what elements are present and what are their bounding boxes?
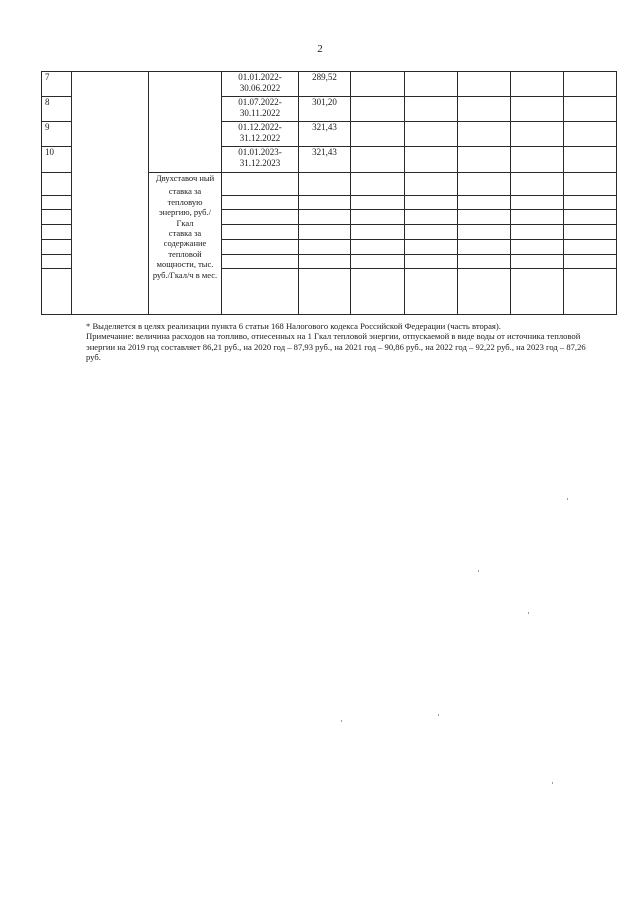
- merged-cell: [149, 72, 222, 173]
- tariff-value: 289,52: [299, 72, 351, 97]
- empty-cell: [299, 196, 351, 210]
- page-number: 2: [317, 43, 323, 55]
- period-end: 31.12.2022: [239, 133, 281, 143]
- period-cell: [222, 97, 299, 122]
- scan-artifact: [341, 720, 342, 722]
- empty-cell: [564, 225, 617, 240]
- capacity-rate-label: ставка за содержание тепловой мощности, тыс. руб./Гкал/ч в мес.: [152, 228, 218, 280]
- two-part-tariff-cell: [149, 173, 222, 315]
- empty-cell: [564, 210, 617, 225]
- merged-cell: [72, 72, 149, 315]
- empty-cell: [458, 210, 511, 225]
- period-cell: [222, 122, 299, 147]
- empty-cell: [564, 122, 617, 147]
- empty-cell: [458, 225, 511, 240]
- empty-cell: [42, 225, 72, 240]
- footnote: * Выделяется в целях реализации пункта 6 статьи 168 Налогового кодекса Российской Федерации (часть вторая).: [86, 321, 501, 331]
- period-end: 30.11.2022: [239, 108, 281, 118]
- empty-cell: [511, 255, 564, 269]
- empty-cell: [405, 122, 458, 147]
- empty-cell: [458, 173, 511, 196]
- note-text: Примечание: величина расходов на топливо, отнесенных на 1 Гкал тепловой энергии, отпускаемой в виде воды от источника тепловой энергии на 2019 год составляет 86,21 руб., на 2020 год – 87,93 руб., на 2021 год – 90,86 руб., на 2022 год – 92,22 руб., на 2023 год – 87,26 руб.: [86, 331, 586, 362]
- empty-cell: [222, 225, 299, 240]
- empty-cell: [222, 269, 299, 315]
- empty-cell: [511, 269, 564, 315]
- period-end: 31.12.2023: [239, 158, 281, 168]
- empty-cell: [564, 255, 617, 269]
- empty-cell: [564, 147, 617, 173]
- period-end: 30.06.2022: [239, 83, 281, 93]
- empty-cell: [564, 269, 617, 315]
- empty-cell: [564, 240, 617, 255]
- empty-cell: [42, 269, 72, 315]
- empty-cell: [511, 147, 564, 173]
- empty-cell: [511, 225, 564, 240]
- energy-rate-label: ставка за тепловую энергию, руб./Гкал: [159, 186, 211, 228]
- empty-cell: [351, 72, 405, 97]
- row-number-cell: 8: [42, 97, 72, 122]
- empty-cell: [351, 255, 405, 269]
- empty-cell: [351, 210, 405, 225]
- empty-cell: [405, 72, 458, 97]
- empty-cell: [458, 122, 511, 147]
- empty-cell: [351, 122, 405, 147]
- empty-cell: [405, 173, 458, 196]
- empty-cell: [42, 240, 72, 255]
- tariff-value: 321,43: [299, 122, 351, 147]
- empty-cell: [351, 269, 405, 315]
- empty-cell: [299, 225, 351, 240]
- empty-cell: [222, 210, 299, 225]
- period-cell: [222, 72, 299, 97]
- empty-cell: [511, 240, 564, 255]
- empty-cell: [351, 173, 405, 196]
- empty-cell: [351, 225, 405, 240]
- table-row: [42, 72, 617, 97]
- empty-cell: [511, 122, 564, 147]
- empty-cell: [405, 225, 458, 240]
- two-part-title: Двухставоч ный: [155, 173, 215, 183]
- empty-cell: [351, 196, 405, 210]
- empty-cell: [458, 97, 511, 122]
- empty-cell: [222, 173, 299, 196]
- empty-cell: [511, 196, 564, 210]
- empty-cell: [42, 173, 72, 196]
- empty-cell: [299, 173, 351, 196]
- scan-artifact: [478, 570, 479, 572]
- empty-cell: [299, 240, 351, 255]
- empty-cell: [511, 97, 564, 122]
- empty-cell: [405, 255, 458, 269]
- row-number-cell: 9: [42, 122, 72, 147]
- tariff-value: 321,43: [299, 147, 351, 173]
- empty-cell: [299, 269, 351, 315]
- empty-cell: [564, 72, 617, 97]
- empty-cell: [351, 147, 405, 173]
- empty-cell: [458, 147, 511, 173]
- empty-cell: [458, 196, 511, 210]
- scan-artifact: [567, 498, 568, 500]
- empty-cell: [405, 147, 458, 173]
- empty-cell: [564, 97, 617, 122]
- tariff-table: [41, 71, 617, 315]
- period-start: 01.12.2022-: [238, 122, 282, 132]
- row-number-cell: 10: [42, 147, 72, 173]
- empty-cell: [511, 210, 564, 225]
- empty-cell: [222, 196, 299, 210]
- empty-cell: [351, 240, 405, 255]
- empty-cell: [564, 196, 617, 210]
- empty-cell: [42, 255, 72, 269]
- empty-cell: [458, 240, 511, 255]
- empty-cell: [42, 210, 72, 225]
- period-start: 01.01.2022-: [238, 72, 282, 82]
- row-number-cell: 7: [42, 72, 72, 97]
- empty-cell: [299, 210, 351, 225]
- period-start: 01.07.2022-: [238, 97, 282, 107]
- empty-cell: [405, 97, 458, 122]
- empty-cell: [564, 173, 617, 196]
- scan-artifact: [552, 782, 553, 784]
- empty-cell: [458, 72, 511, 97]
- empty-cell: [405, 196, 458, 210]
- scan-artifact: [438, 714, 439, 716]
- empty-cell: [405, 210, 458, 225]
- empty-cell: [351, 97, 405, 122]
- empty-cell: [458, 255, 511, 269]
- empty-cell: [405, 269, 458, 315]
- empty-cell: [222, 255, 299, 269]
- empty-cell: [405, 240, 458, 255]
- empty-cell: [458, 269, 511, 315]
- empty-cell: [511, 173, 564, 196]
- scan-artifact: [528, 612, 529, 614]
- empty-cell: [511, 72, 564, 97]
- period-cell: [222, 147, 299, 173]
- empty-cell: [42, 196, 72, 210]
- empty-cell: [299, 255, 351, 269]
- period-start: 01.01.2023-: [238, 147, 282, 157]
- empty-cell: [222, 240, 299, 255]
- tariff-value: 301,20: [299, 97, 351, 122]
